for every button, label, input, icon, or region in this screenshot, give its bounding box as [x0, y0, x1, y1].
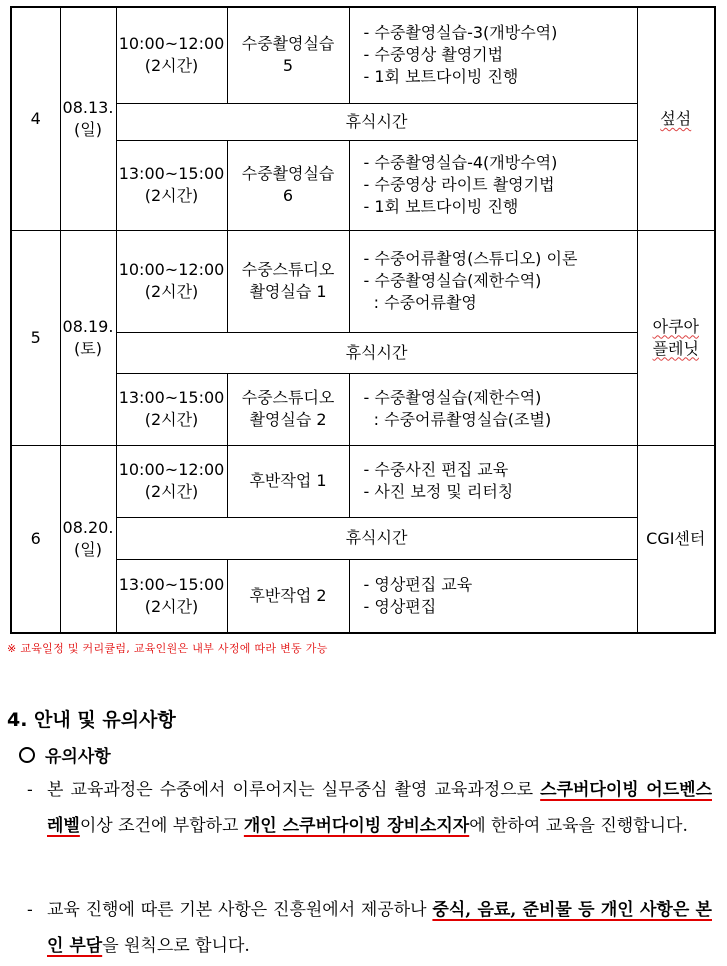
day-place: 아쿠아 플레닛 [637, 230, 715, 445]
session-time: 10:00~12:00 (2시간) [116, 445, 227, 517]
day-number: 4 [11, 7, 60, 230]
session-subject: 후반작업 1 [227, 445, 349, 517]
session-subject: 후반작업 2 [227, 559, 349, 633]
section-title: 4. 안내 및 유의사항 [7, 709, 176, 731]
schedule-note: ※ 교육일정 및 커리큘럼, 교육인원은 내부 사정에 따라 변동 가능 [7, 642, 328, 655]
session-time: 10:00~12:00 (2시간) [116, 230, 227, 332]
dash-bullet: - [27, 900, 33, 920]
session-time: 13:00~15:00 (2시간) [116, 373, 227, 445]
day-number: 6 [11, 445, 60, 633]
session-time: 13:00~15:00 (2시간) [116, 140, 227, 230]
table-row [11, 103, 715, 140]
table-row [11, 517, 715, 559]
table-row [11, 332, 715, 373]
session-description: - 영상편집 교육 - 영상편집 [349, 559, 637, 633]
session-subject: 수중촬영실습 5 [227, 7, 349, 103]
session-description: - 수중사진 편집 교육 - 사진 보정 및 리터칭 [349, 445, 637, 517]
session-description: - 수중촬영실습-3(개방수역) - 수중영상 촬영기법 - 1회 보트다이빙 진행 [349, 7, 637, 103]
day-place: CGI센터 [637, 445, 715, 633]
dash-bullet: - [27, 780, 33, 800]
table-row [11, 373, 715, 445]
day-place: 섶섬 [637, 7, 715, 230]
circle-bullet-icon [19, 747, 35, 763]
session-time: 13:00~15:00 (2시간) [116, 559, 227, 633]
table-row [11, 559, 715, 633]
subsection-title: 유의사항 [19, 742, 111, 767]
session-subject: 수중스튜디오 촬영실습 1 [227, 230, 349, 332]
break-label: 휴식시간 [116, 517, 637, 559]
session-description: - 수중어류촬영(스튜디오) 이론 - 수중촬영실습(제한수역) : 수중어류촬영 [349, 230, 637, 332]
session-subject: 수중스튜디오 촬영실습 2 [227, 373, 349, 445]
day-number: 5 [11, 230, 60, 445]
day-date: 08.20. (일) [60, 445, 116, 633]
table-row [11, 7, 715, 103]
emphasis-text: 스쿠버다이빙 어드벤스 레벨 [47, 780, 712, 836]
notice-paragraph-2: - 교육 진행에 따른 기본 사항은 진흥원에서 제공하나 중식, 음료, 준비물 등 개인 사항은 본인 부담을 원칙으로 합니다. [27, 892, 712, 964]
emphasis-text: 개인 스쿠버다이빙 장비소지자 [243, 816, 470, 836]
table-row [11, 230, 715, 332]
table-row [11, 445, 715, 517]
session-description: - 수중촬영실습-4(개방수역) - 수중영상 라이트 촬영기법 - 1회 보트다이빙 진행 [349, 140, 637, 230]
session-time: 10:00~12:00 (2시간) [116, 7, 227, 103]
day-date: 08.13. (일) [60, 7, 116, 230]
break-label: 휴식시간 [116, 332, 637, 373]
session-description: - 수중촬영실습(제한수역) : 수중어류촬영실습(조별) [349, 373, 637, 445]
session-subject: 수중촬영실습 6 [227, 140, 349, 230]
break-label: 휴식시간 [116, 103, 637, 140]
notice-paragraph-1: - 본 교육과정은 수중에서 이루어지는 실무중심 촬영 교육과정으로 스쿠버다이빙 어드벤스 레벨이상 조건에 부합하고 개인 스쿠버다이빙 장비소지자에 한하여 교육을 진행합니다. [27, 772, 712, 844]
schedule-table [10, 6, 716, 634]
day-date: 08.19. (토) [60, 230, 116, 445]
table-row [11, 140, 715, 230]
emphasis-text: 중식, 음료, 준비물 등 개인 사항은 본인 부담 [47, 900, 712, 956]
